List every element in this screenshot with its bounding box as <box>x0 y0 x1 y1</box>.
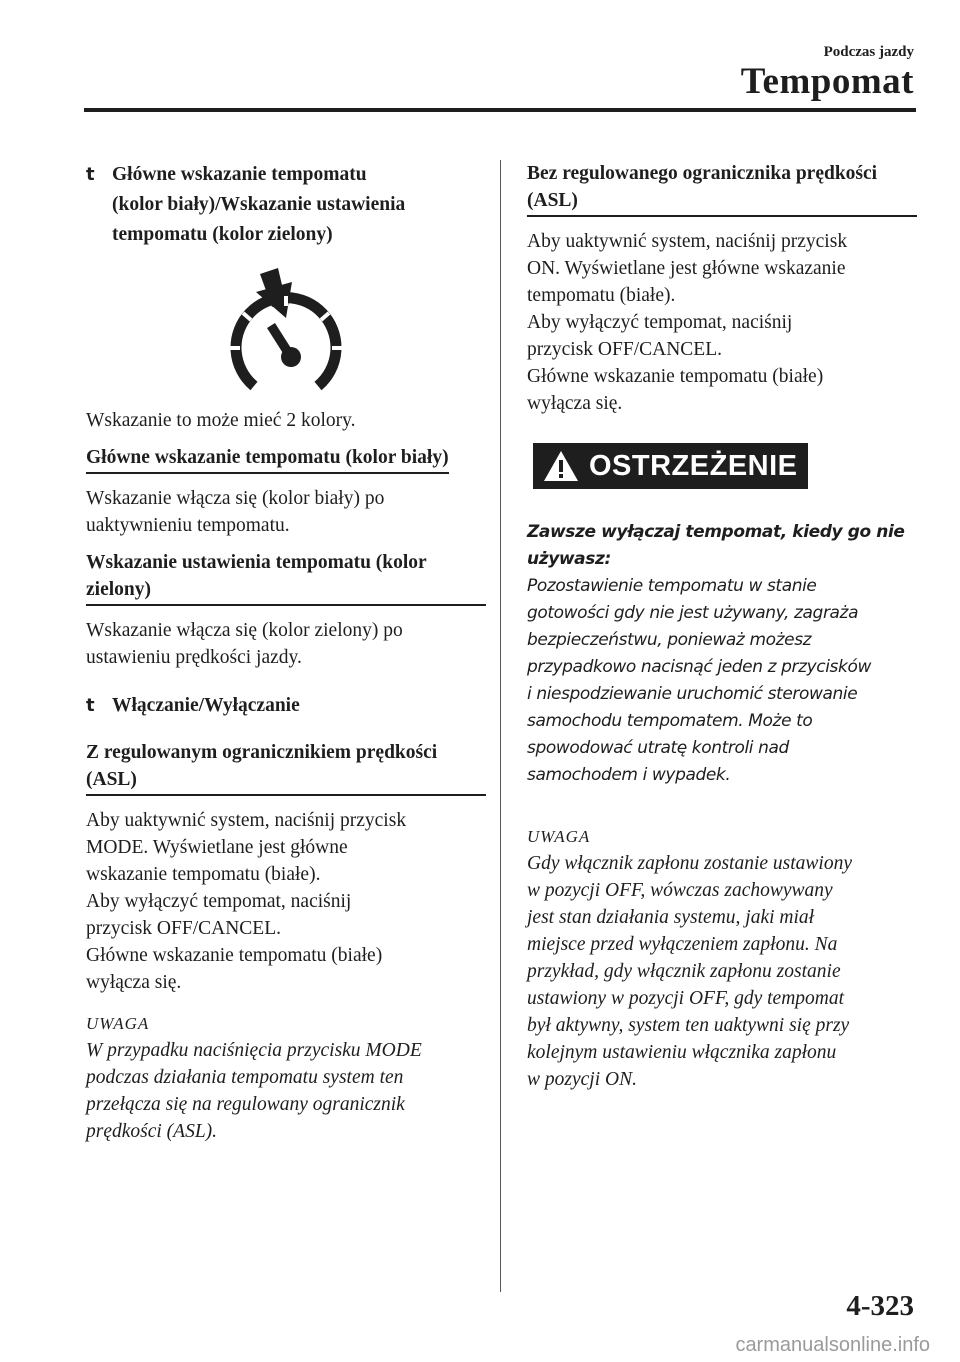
subheading-green-indicator: Wskazanie ustawienia tempomatu (kolor zielony) <box>86 549 486 607</box>
heading-on-off-text: Włączanie/Wyłączanie <box>112 695 300 716</box>
with-asl-text: Aby uaktywnić system, naciśnij przycisk MODE. Wyświetlane jest główne wskazanie tempomatu (białe). Aby wyłączyć tempomat, naciśnij przycisk OFF/CANCEL. Główne wskazanie tempomatu (białe) wyłącza się. <box>86 810 407 993</box>
section-label: Podczas jazdy <box>823 44 914 60</box>
note-label: UWAGA <box>86 1014 150 1033</box>
warning-label: OSTRZEŻENIE <box>589 449 798 482</box>
note-label: UWAGA <box>527 827 591 846</box>
watermark: carmanualsonline.info <box>735 1334 930 1356</box>
page-title: Tempomat <box>740 61 914 102</box>
heading-indicator <box>86 160 486 250</box>
heading-on-off <box>86 691 486 721</box>
bullet-marker: t <box>86 695 95 716</box>
cruise-control-indicator-icon <box>226 268 346 403</box>
subheading-without-asl: Bez regulowanego ogranicznika prędkości (ASL) <box>527 160 917 218</box>
white-indicator-text: Wskazanie włącza się (kolor biały) po uaktywnieniu tempomatu. <box>86 488 385 536</box>
note-text: W przypadku naciśnięcia przycisku MODE podczas działania tempomatu system ten przełącza się na regulowany ogranicznik prędkości (ASL). <box>86 1040 422 1142</box>
subheading-with-asl: Z regulowanym ogranicznikiem prędkości (ASL) <box>86 739 486 797</box>
bullet-marker: t <box>86 164 95 185</box>
warning-text: Pozostawienie tempomatu w stanie gotowości gdy nie jest używany, zagraża bezpieczeństwu, ponieważ możesz przypadkowo nacisnąć jeden z przycisków i niespodziewanie uruchomić sterowanie samochodu tempomatem. Może to spowodować utratę kontroli nad samochodem i wypadek. <box>527 576 871 785</box>
right-column <box>527 160 917 1093</box>
subheading-white-indicator: Główne wskazanie tempomatu (kolor biały) <box>86 444 486 475</box>
heading-indicator-text: Główne wskazanie tempomatu (kolor biały)/Wskazanie ustawienia tempomatu (kolor zielony) <box>112 164 406 245</box>
left-column <box>86 160 486 1145</box>
warning-title: Zawsze wyłączaj tempomat, kiedy go nie używasz: <box>527 522 905 569</box>
warning-banner <box>533 443 808 489</box>
page-number: 4-323 <box>846 1290 914 1322</box>
note-text: Gdy włącznik zapłonu zostanie ustawiony w pozycji OFF, wówczas zachowywany jest stan działania systemu, jaki miał miejsce przed wyłączeniem zapłonu. Na przykład, gdy włącznik zapłonu zostanie ustawiony w pozycji OFF, gdy tempomat był aktywny, system ten uaktywni się przy kolejnym ustawieniu włącznika zapłonu w pozycji ON. <box>527 853 852 1090</box>
warning-triangle-icon <box>543 450 579 482</box>
indicator-intro: Wskazanie to może mieć 2 kolory. <box>86 410 356 431</box>
without-asl-text: Aby uaktywnić system, naciśnij przycisk ON. Wyświetlane jest główne wskazanie tempomatu (białe). Aby wyłączyć tempomat, naciśnij przycisk OFF/CANCEL. Główne wskazanie tempomatu (białe) wyłącza się. <box>527 231 848 414</box>
green-indicator-text: Wskazanie włącza się (kolor zielony) po ustawieniu prędkości jazdy. <box>86 620 403 668</box>
column-divider <box>500 160 501 1292</box>
header-rule <box>84 108 916 112</box>
